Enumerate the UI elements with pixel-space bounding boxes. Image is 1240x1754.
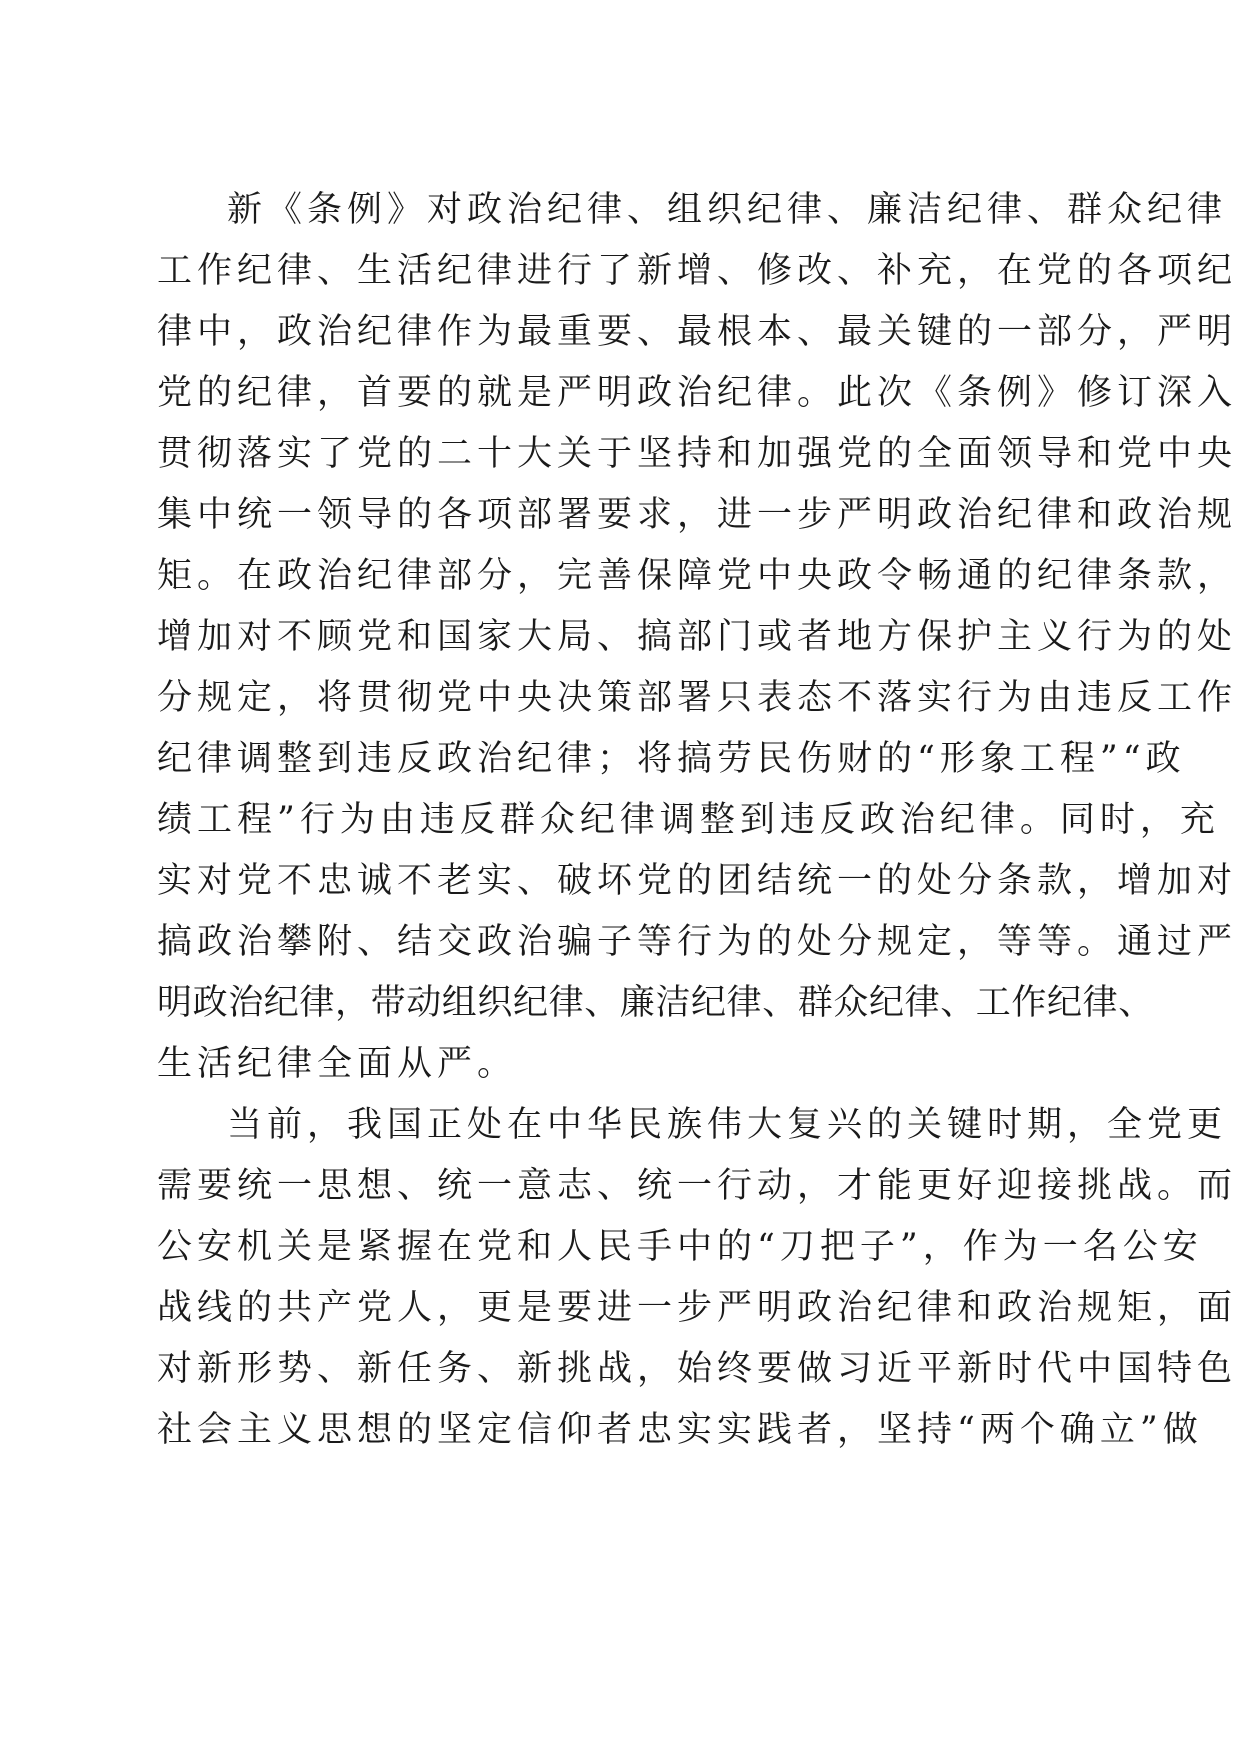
- text-line: 当前，我国正处在中华民族伟大复兴的关键时期，全党更: [227, 1105, 1228, 1145]
- paragraph-1: [157, 180, 1238, 1095]
- text-line: 党的纪律，首要的就是严明政治纪律。此次《条例》修订深入: [157, 373, 1238, 413]
- text-line: 明政治纪律，带动组织纪律、廉洁纪律、群众纪律、工作纪律、: [157, 983, 1154, 1023]
- text-line: 绩工程”行为由违反群众纪律调整到违反政治纪律。同时，充: [157, 800, 1220, 840]
- text-line: 公安机关是紧握在党和人民手中的“刀把子”，作为一名公安: [157, 1227, 1203, 1267]
- text-line: 需要统一思想、统一意志、统一行动，才能更好迎接挑战。而: [157, 1166, 1238, 1206]
- text-line: 纪律调整到违反政治纪律；将搞劳民伤财的“形象工程”“政: [157, 739, 1186, 779]
- text-line: 生活纪律全面从严。: [157, 1044, 518, 1084]
- text-line: 对新形势、新任务、新挑战，始终要做习近平新时代中国特色: [157, 1349, 1238, 1389]
- text-line: 增加对不顾党和国家大局、搞部门或者地方保护主义行为的处: [157, 617, 1238, 657]
- text-line: 分规定，将贯彻党中央决策部署只表态不落实行为由违反工作: [157, 678, 1238, 718]
- text-line: 社会主义思想的坚定信仰者忠实实践者，坚持“两个确立”做: [157, 1410, 1203, 1450]
- paragraph-2: [157, 1095, 1238, 1461]
- text-line: 矩。在政治纪律部分，完善保障党中央政令畅通的纪律条款，: [157, 556, 1238, 596]
- text-line: 集中统一领导的各项部署要求，进一步严明政治纪律和政治规: [157, 495, 1238, 535]
- text-line: 搞政治攀附、结交政治骗子等行为的处分规定，等等。通过严: [157, 922, 1238, 962]
- text-line: 新《条例》对政治纪律、组织纪律、廉洁纪律、群众纪律: [227, 190, 1228, 230]
- text-line: 律中，政治纪律作为最重要、最根本、最关键的一部分，严明: [157, 312, 1238, 352]
- text-line: 实对党不忠诚不老实、破坏党的团结统一的处分条款，增加对: [157, 861, 1238, 901]
- text-line: 战线的共产党人，更是要进一步严明政治纪律和政治规矩，面: [157, 1288, 1238, 1328]
- text-line: 工作纪律、生活纪律进行了新增、修改、补充，在党的各项纪: [157, 251, 1238, 291]
- text-line: 贯彻落实了党的二十大关于坚持和加强党的全面领导和党中央: [157, 434, 1238, 474]
- document-body: [157, 180, 1238, 1461]
